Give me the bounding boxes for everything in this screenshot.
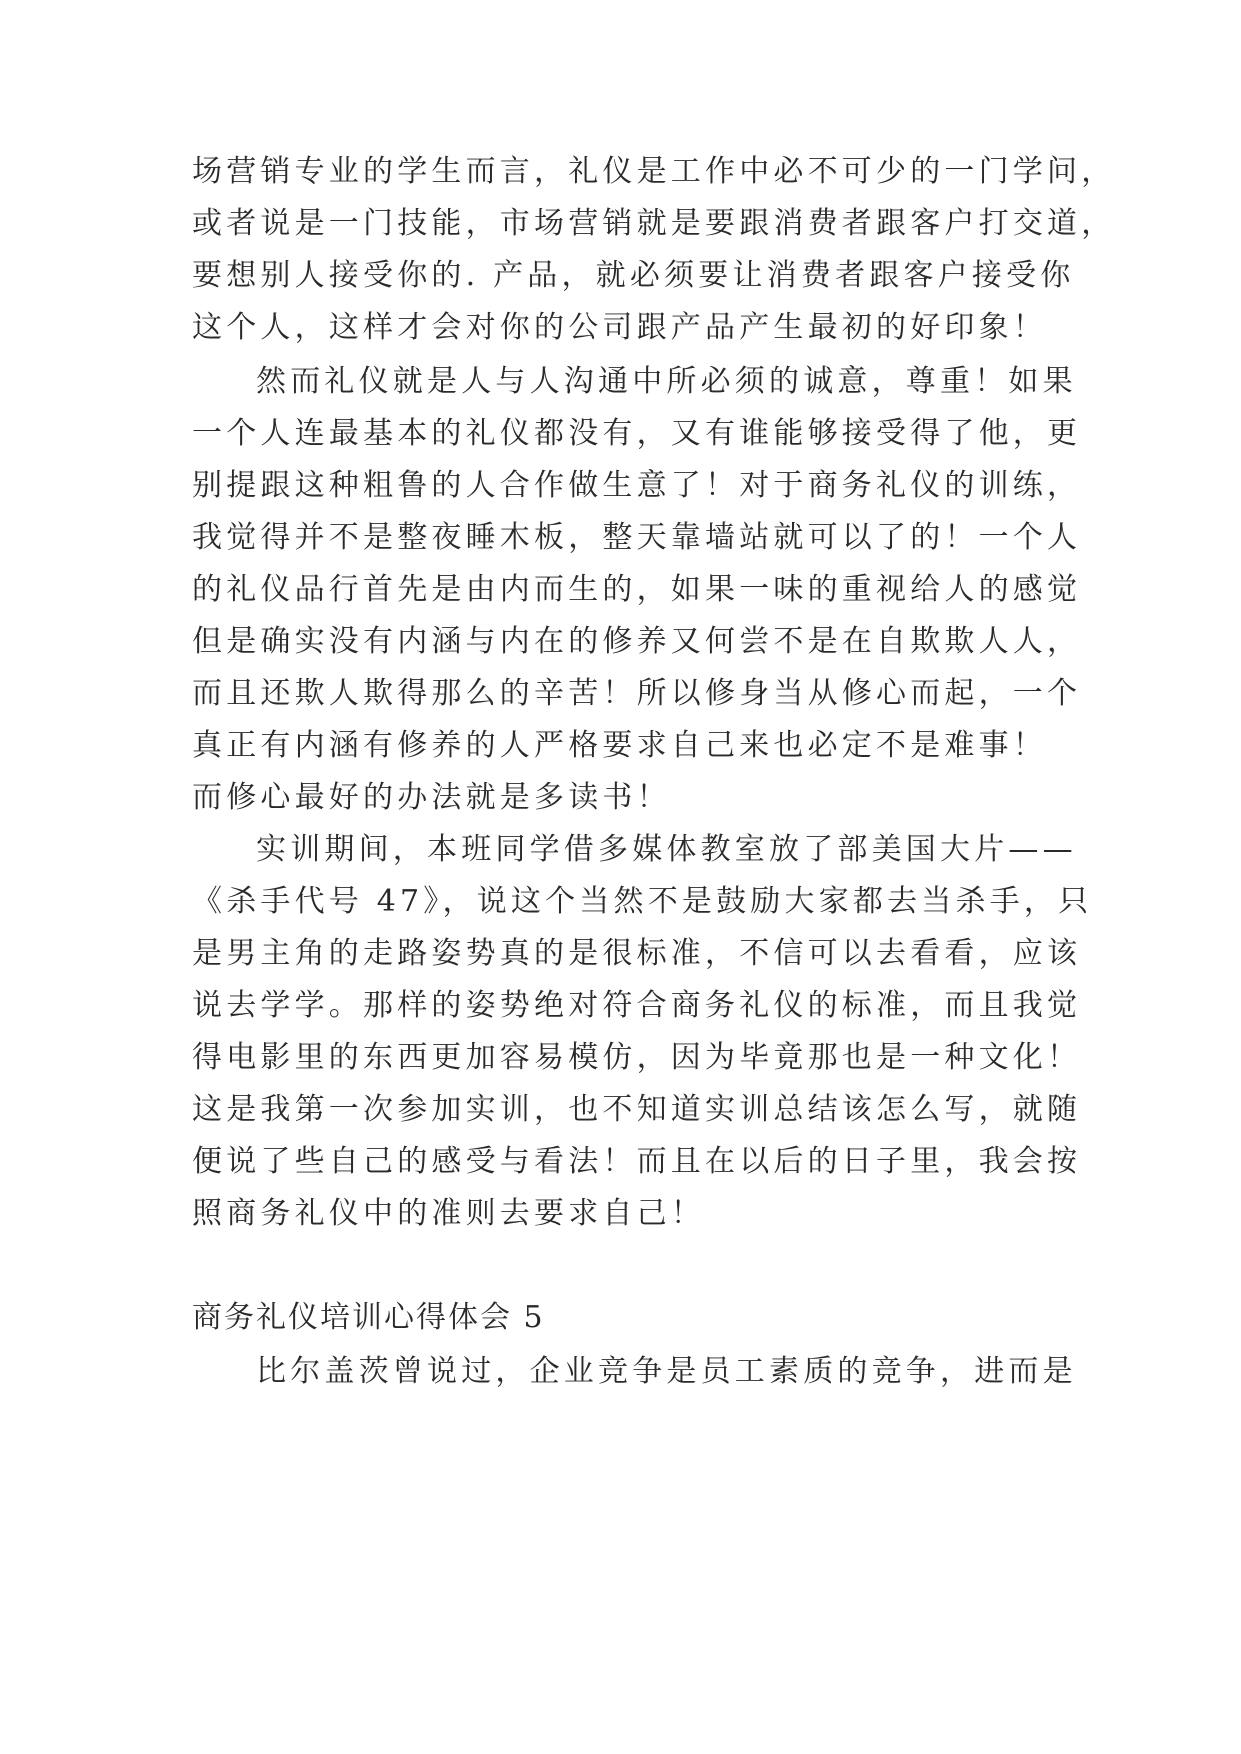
text-line: 比尔盖茨曾说过，企业竞争是员工素质的竞争，进而是 [256, 1354, 1077, 1389]
text-line: 真正有内涵有修养的人严格要求自己来也必定不是难事！ [192, 728, 1047, 763]
text-line: 而且还欺人欺得那么的辛苦！所以修身当从修心而起，一个 [192, 676, 1082, 711]
text-line: 别提跟这种粗鲁的人合作做生意了！对于商务礼仪的训练， [192, 468, 1082, 503]
text-line: 或者说是一门技能，市场营销就是要跟消费者跟客户打交道， [192, 206, 1116, 241]
text-line: 场营销专业的学生而言，礼仪是工作中必不可少的一门学问， [192, 154, 1116, 189]
text-line: 然而礼仪就是人与人沟通中所必须的诚意，尊重！如果 [256, 364, 1077, 399]
text-line: 说去学学。那样的姿势绝对符合商务礼仪的标准，而且我觉 [192, 988, 1082, 1023]
text-line: 得电影里的东西更加容易模仿，因为毕竟那也是一种文化！ [192, 1040, 1082, 1075]
text-line: 是男主角的走路姿势真的是很标准，不信可以去看看，应该 [192, 936, 1082, 971]
text-line: 要想别人接受你的. 产品，就必须要让消费者跟客户接受你 [192, 258, 1075, 293]
text-line: 《杀手代号 47》，说这个当然不是鼓励大家都去当杀手，只 [192, 884, 1093, 919]
text-line: 便说了些自己的感受与看法！而且在以后的日子里，我会按 [192, 1144, 1082, 1179]
text-line: 这是我第一次参加实训，也不知道实训总结该怎么写，就随 [192, 1092, 1082, 1127]
text-line: 而修心最好的办法就是多读书！ [192, 780, 671, 815]
text-line: 实训期间，本班同学借多媒体教室放了部美国大片—— [256, 832, 1077, 867]
text-line: 但是确实没有内涵与内在的修养又何尝不是在自欺欺人人， [192, 624, 1082, 659]
text-line: 照商务礼仪中的准则去要求自己！ [192, 1196, 705, 1231]
text-line: 我觉得并不是整夜睡木板，整天靠墙站就可以了的！一个人 [192, 520, 1082, 555]
text-line: 一个人连最基本的礼仪都没有，又有谁能够接受得了他，更 [192, 416, 1082, 451]
text-line: 的礼仪品行首先是由内而生的，如果一味的重视给人的感觉 [192, 572, 1082, 607]
section-heading: 商务礼仪培训心得体会 5 [192, 1300, 545, 1335]
text-line: 这个人，这样才会对你的公司跟产品产生最初的好印象！ [192, 310, 1047, 345]
